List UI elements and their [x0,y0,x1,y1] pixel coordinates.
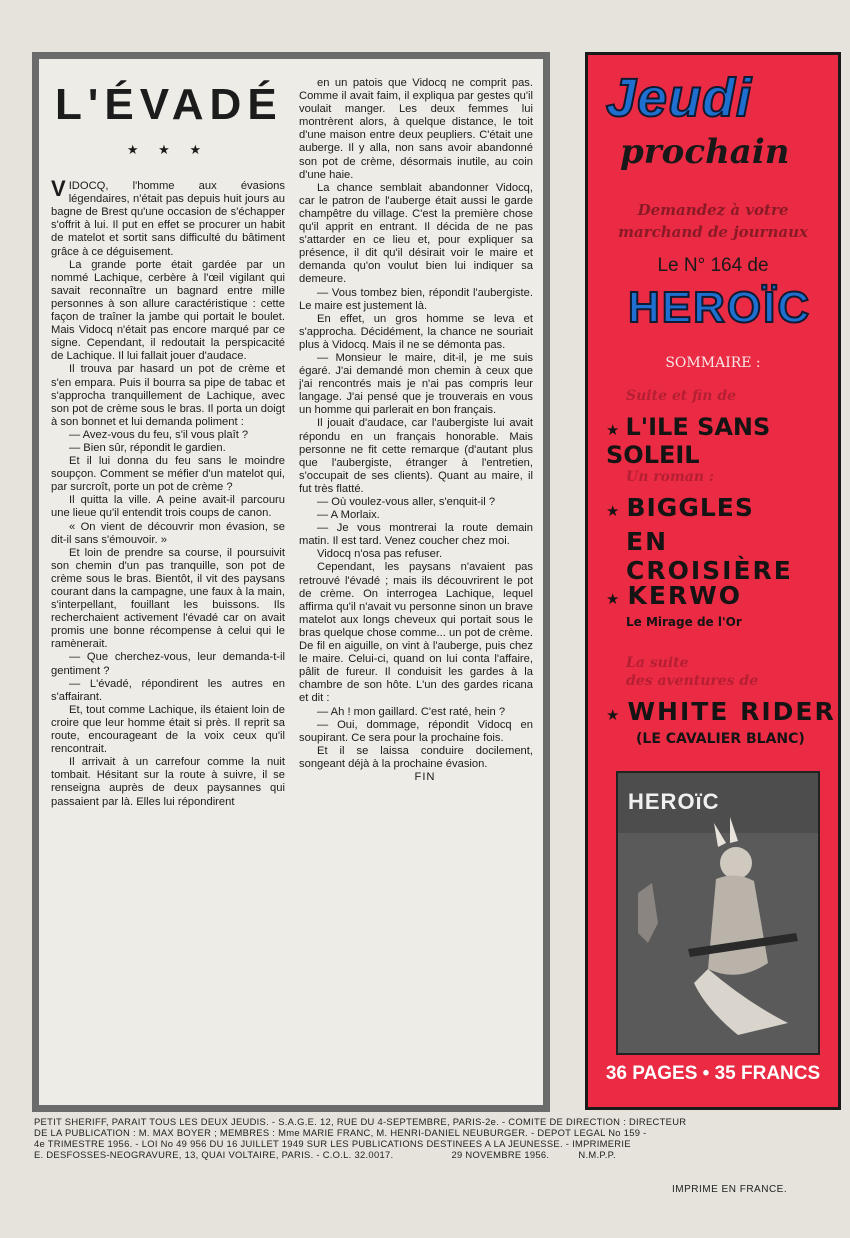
issue-number: Le N° 164 de [657,255,769,276]
story-paragraph [299,77,533,182]
story-paragraph [51,429,285,442]
printed-in-france: IMPRIME EN FRANCE. [672,1184,788,1195]
jeudi-logo: Jeudi [606,68,753,128]
story-paragraph-text: Et, tout comme Lachique, ils étaient loin de croire que leur homme était si près. Il reprit sa route, encourageant de la voix ceux qu'il rencontrait. [51,703,285,756]
item-white-rider [606,697,836,726]
story-paragraph [299,417,533,496]
imprint-line-4: E. DESFOSSES-NEOGRAVURE, 13, QUAI VOLTAIRE, PARIS. - C.O.L. 32.0017. 29 NOVEMBRE 1956. N.M.P.P. [34,1149,616,1160]
story-paragraph-text: — Que cherchez-vous, leur demanda-t-il gentiment ? [51,651,285,677]
story-paragraph [51,494,285,520]
story-paragraph-text: IDOCQ, l'homme aux évasions légendaires, n'était pas depuis huit jours au bagne de Brest qu'une occasion de s'échapper s'offrit à lui. Il put en effet se procurer un habit de matelot et sortit sans difficulté du bâtiment grâce à ce déguisement. [51,180,285,258]
imprint-line-1: PETIT SHERIFF, PARAIT TOUS LES DEUX JEUDIS. - S.A.G.E. 12, RUE DU 4-SEPTEMBRE, PARIS-2e. - COMITE DE DIRECTION : DIRECTEUR [34,1116,687,1127]
story-paragraph [51,547,285,652]
ad-demandez-2: marchand de journaux [618,223,808,241]
star-icon: ★ [606,706,622,724]
imprint-line-2: DE LA PUBLICATION : M. MAX BOYER ; MEMBRES : Mme MARIE FRANC, M. HENRI-DANIEL NEUBURGER. - DEPOT LEGAL No 159 - [34,1127,647,1138]
suite2-label-2: des aventures de [626,673,759,689]
story-paragraph-text: « On vient de découvrir mon évasion, se dit-il sans s'émouvoir. » [51,520,285,546]
heroic-logo: HEROÏC [628,283,812,332]
story-paragraph-text: Et il lui donna du feu sans le moindre soupçon. Comment se méfier d'un matelot qui, par surcroît, porte un pot de crème ? [51,455,285,494]
story-paragraph-text: — Je vous montrerai la route demain matin. Il est tard. Venez coucher chez moi. [299,522,533,548]
story-paragraph [51,363,285,428]
title-stars: ★ ★ ★ [126,142,210,157]
story-paragraph [51,176,285,259]
story-paragraph [51,521,285,547]
story-paragraph-text: La chance semblait abandonner Vidocq, car le patron de l'auberge était aussi le garde champêtre du village. C'est la première chose qu'il apprit en entrant. Il décida de ne pas s'attarder en ce lieu et, pour expliquer sa présence, il dit qu'il désirait voir le maire et demanda qu'on voulut bien lui indiquer sa demeure. [299,181,533,286]
story-paragraph [299,352,533,417]
story-paragraph-text: Il arrivait à un carrefour comme la nuit tombait. Hésitant sur la route à suivre, il se renseigna auprès de deux paysannes qui passaient par là. Elles lui répondirent [51,756,285,808]
item-ile-sans-soleil-label: L'ILE SANS SOLEIL [606,413,771,469]
item-kerwo [606,581,742,610]
story-paragraph [51,259,285,364]
story-paragraph [299,509,533,522]
price-banner: 36 PAGES • 35 FRANCS [605,1063,821,1084]
story-paragraph-text: en un patois que Vidocq ne comprit pas. Comme il avait faim, il expliqua par gestes qu'il voulait manger. Les deux femmes lui montrèrent alors, à quelque distance, le toit d'une maison entre deux peupliers. C'était une auberge. Il y alla, non sans avoir abandonné son pot de crème, désormais inutile, au coin d'une haie. [299,77,533,181]
story-paragraph-text: — L'évadé, répondirent les autres en s'affairant. [51,677,285,703]
item-biggles-line2: EN CROISIÈRE [626,527,793,585]
story-paragraph [299,561,533,705]
story-paragraph [299,496,533,509]
story-paragraph [51,678,285,704]
story-paragraph-text: Et loin de prendre sa course, il poursuivit son chemin d'un pas tranquille, son pot de crème sous le bras. Bientôt, il vit des paysans courant dans la campagne, une faux à la main, s'interpellant, fouillant les buissons. Ils recherchaient activement l'évadé car on avait promis une bonne récompense à celui qui le ramènerait. [51,546,285,651]
story-paragraph-text: La grande porte était gardée par un nommé Lachique, cerbère à l'œil vigilant qui savait reconnaître un bagnard entre mille personnes à son allure caractéristique : cette façon de traîner la jambe qui portait le boulet. Mais Vidocq n'était pas encore marqué par ce signe. Cependant, il redoutait la perspicacité de Lachique. Il lui fallait jouer d'audace. [51,258,285,363]
story-paragraph-text: — Où voulez-vous aller, s'enquit-il ? [317,496,496,508]
story-paragraph [299,182,533,287]
story-paragraph [299,287,533,313]
story-paragraph [51,704,285,756]
item-kerwo-subtitle: Le Mirage de l'Or [626,615,742,629]
story-paragraph [51,455,285,494]
item-biggles-label: BIGGLES [626,493,754,522]
cover-illustration [618,773,818,1053]
item-biggles [606,493,754,522]
story-paragraph-text: Il quitta la ville. A peine avait-il parcouru une lieue qu'il entendit trois coups de canon. [51,494,285,520]
heroic-cover-image [616,771,820,1055]
item-white-rider-subtitle: (LE CAVALIER BLANC) [636,731,805,747]
star-icon: ★ [606,590,622,608]
sommaire-label: SOMMAIRE : [665,355,761,371]
prochain-heading: prochain [620,132,790,172]
imprint-line-3: 4e TRIMESTRE 1956. - LOI No 49 956 DU 16 JUILLET 1949 SUR LES PUBLICATIONS DESTINEES A LA JEUNESSE. - IMPRIMERIE [34,1138,631,1149]
story-paragraph-text: Il jouait d'audace, car l'aubergiste lui avait répondu en un français honorable. Mais personne ne fit cette remarque (d'autant plus que l'aubergiste, étranger à l'entretien, s'occupait de ses clients). Quant au maire, il fut très flatté. [299,417,533,495]
story-paragraph [51,756,285,808]
item-white-rider-label: WHITE RIDER [627,697,836,726]
imprint-block [34,1116,840,1160]
story-title: L'ÉVADÉ [55,80,283,129]
story-panel [32,52,550,1112]
story-paragraph-text: — A Morlaix. [317,509,380,522]
star-icon: ★ [606,502,621,520]
story-paragraph [299,548,533,561]
story-paragraph [299,522,533,548]
story-paragraph [299,313,533,352]
cover-label: HEROïC [628,789,720,814]
story-column-2 [299,77,533,1091]
story-paragraph [51,442,285,455]
story-paragraph-text: En effet, un gros homme se leva et s'approcha. Décidément, la chance ne souriait plus à Vidocq. Mais il ne se démonta pas. [299,312,533,351]
story-paragraph [299,745,533,771]
suite-label: Suite et fin de [626,388,737,404]
ad-demandez-1: Demandez à votre [637,201,789,219]
next-issue-advert [585,52,841,1110]
story-paragraph [299,719,533,745]
story-fin: FIN [414,770,436,783]
story-paragraph-text: — Bien sûr, répondit le gardien. [69,441,226,454]
story-paragraph-text: Cependant, les paysans n'avaient pas retrouvé l'évadé ; mais ils découvrirent le pot de crème. On interrogea Lachique, lequel affirma qu'il n'avait vu personne sinon un brave matelot aux longs cheveux qui portait sous le bras quelque chose comme... un pot de crème. De fil en aiguille, on vint à l'auberge, puis chez le maire. Celui-ci, quand on lui conta l'affaire, pâlit de fureur. Il conduisit les gardes à la chambre de son hôte. L'un des gardes ricana et dit : [299,561,533,705]
roman-label: Un roman : [626,469,715,485]
story-paragraph [51,651,285,677]
story-paragraph-text: — Ah ! mon gaillard. C'est raté, hein ? [317,705,506,718]
story-paragraph-text: — Vous tombez bien, répondit l'aubergiste. Le maire est justement là. [299,286,533,312]
story-paragraph [299,706,533,719]
star-icon: ★ [606,421,620,439]
story-paragraph-text: — Monsieur le maire, dit-il, je me suis égaré. J'ai demandé mon chemin à ceux que j'ai rencontrés mais je n'ai pas compris leur langage. J'ai pensé que je trouverais en vous un homme qui parlerait en bon français. [299,351,533,417]
item-ile-sans-soleil [606,413,838,469]
story-paragraph-text: Vidocq n'osa pas refuser. [317,548,443,561]
story-column-1 [51,77,285,1091]
story-paragraph-text: — Oui, dommage, répondit Vidocq en soupirant. Ce sera pour la prochaine fois. [299,718,533,744]
story-paragraph-text: — Avez-vous du feu, s'il vous plaît ? [69,428,249,441]
story-paragraph-text: Il trouva par hasard un pot de crème et s'en empara. Puis il bourra sa pipe de tabac et s'approcha tranquillement de Lachique, avec son pot de crème sous le bras. Il porta un doigt à son bonnet et lui demanda poliment : [51,363,285,428]
item-kerwo-label: KERWO [627,581,742,610]
story-paragraph-text: Et il se laissa conduire docilement, songeant déjà à la prochaine évasion. [299,744,533,770]
dropcap: V [51,176,66,202]
suite2-label-1: La suite [626,655,689,671]
